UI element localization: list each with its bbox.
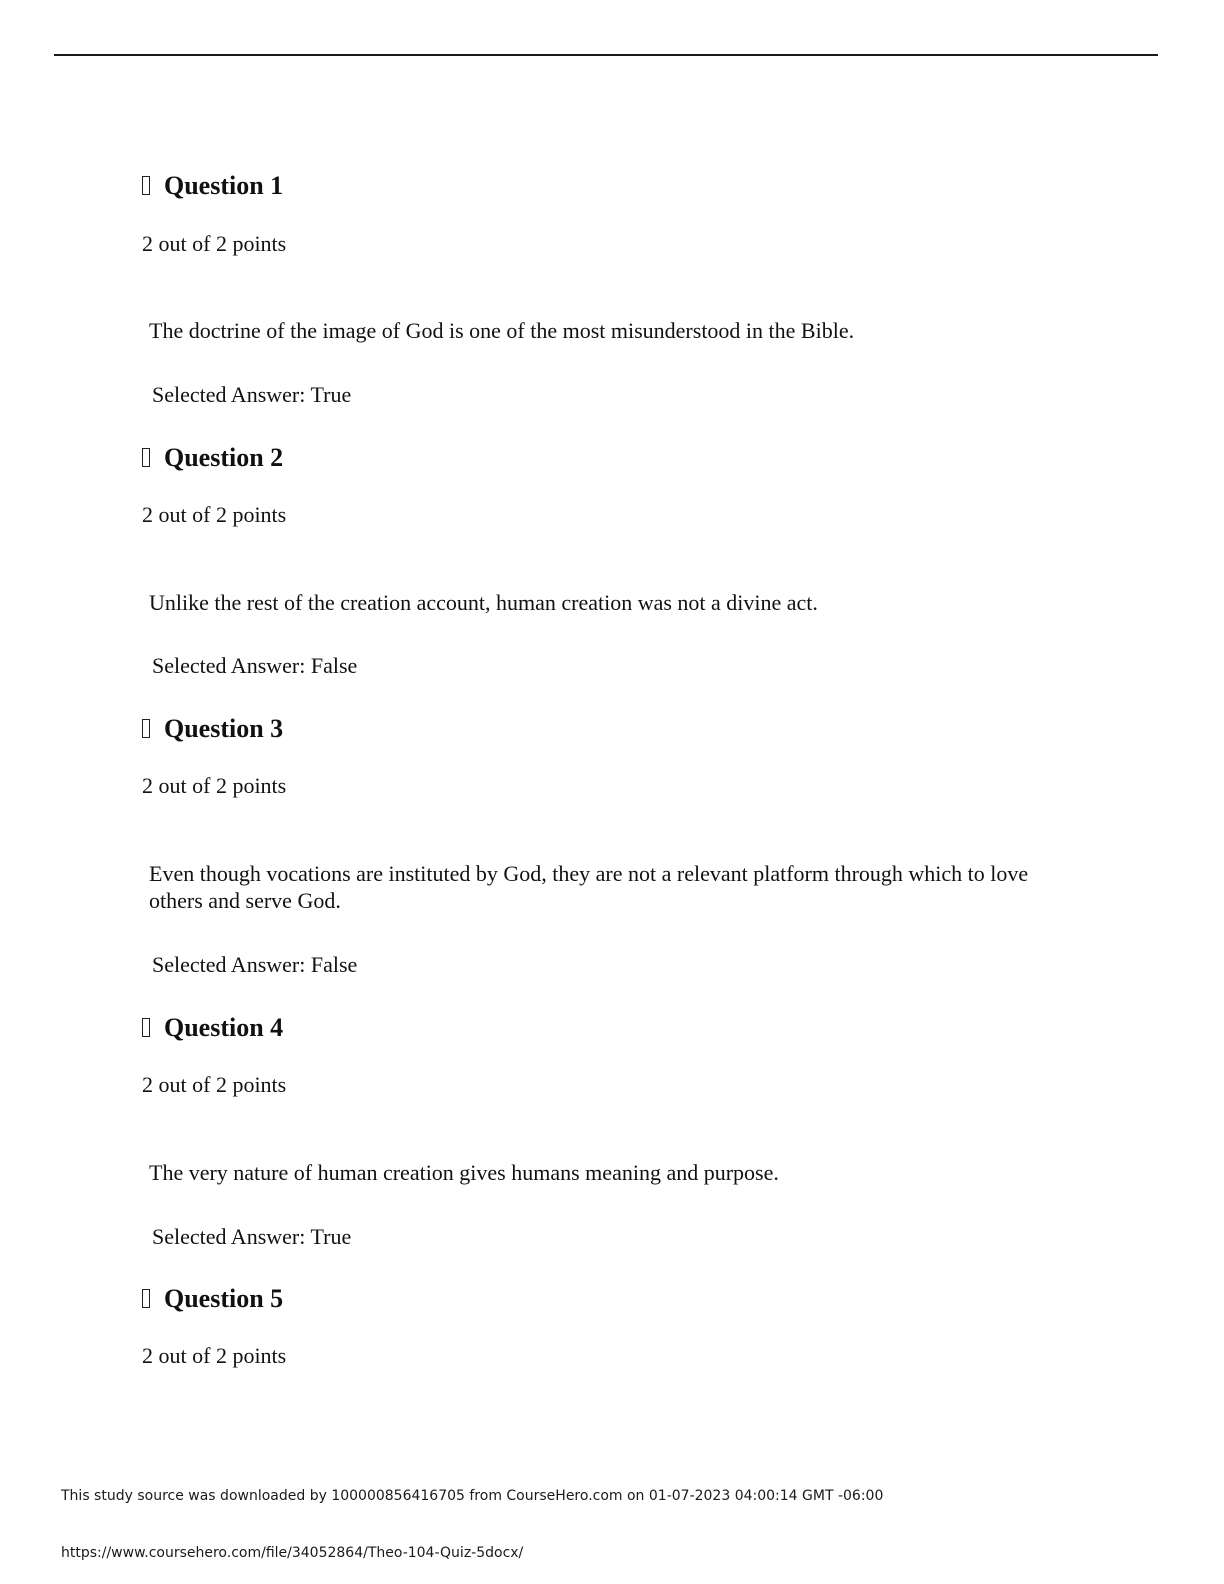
question-4-prompt: The very nature of human creation gives humans meaning and purpose. bbox=[149, 1160, 779, 1185]
question-3-title: Question 3 bbox=[164, 714, 284, 743]
question-1-points: 2 out of 2 points bbox=[142, 231, 287, 256]
missing-glyph-icon bbox=[142, 1018, 150, 1037]
question-1-prompt: The doctrine of the image of God is one of the most misunderstood in the Bible. bbox=[149, 318, 855, 343]
question-5-heading bbox=[142, 1284, 283, 1314]
missing-glyph-icon bbox=[142, 176, 150, 195]
question-2-points: 2 out of 2 points bbox=[142, 502, 287, 527]
question-5-title: Question 5 bbox=[164, 1284, 284, 1313]
missing-glyph-icon bbox=[142, 448, 150, 467]
question-3-points: 2 out of 2 points bbox=[142, 773, 287, 798]
question-3-heading bbox=[142, 714, 283, 744]
question-2-selected-answer: Selected Answer: False bbox=[152, 653, 358, 678]
source-url[interactable]: https://www.coursehero.com/file/34052864/Theo-104-Quiz-5docx/ bbox=[61, 1545, 524, 1561]
question-2-title: Question 2 bbox=[164, 443, 284, 472]
question-3-prompt: Even though vocations are instituted by God, they are not a relevant platform through which to love others and serve God. bbox=[149, 861, 1029, 913]
question-4-points: 2 out of 2 points bbox=[142, 1072, 287, 1097]
question-4-heading bbox=[142, 1013, 283, 1043]
missing-glyph-icon bbox=[142, 1289, 150, 1308]
question-2-prompt: Unlike the rest of the creation account, human creation was not a divine act. bbox=[149, 590, 818, 615]
question-1-selected-answer: Selected Answer: True bbox=[152, 382, 352, 407]
question-4-title: Question 4 bbox=[164, 1013, 284, 1042]
question-2-heading bbox=[142, 443, 283, 473]
top-divider bbox=[54, 54, 1158, 56]
question-1-title: Question 1 bbox=[164, 171, 284, 200]
question-5-points: 2 out of 2 points bbox=[142, 1343, 287, 1368]
question-1-heading bbox=[142, 171, 283, 201]
download-source-note: This study source was downloaded by 100000856416705 from CourseHero.com on 01-07-2023 04:00:14 GMT -06:00 bbox=[61, 1488, 884, 1504]
missing-glyph-icon bbox=[142, 719, 150, 738]
question-3-selected-answer: Selected Answer: False bbox=[152, 952, 358, 977]
question-4-selected-answer: Selected Answer: True bbox=[152, 1224, 352, 1249]
